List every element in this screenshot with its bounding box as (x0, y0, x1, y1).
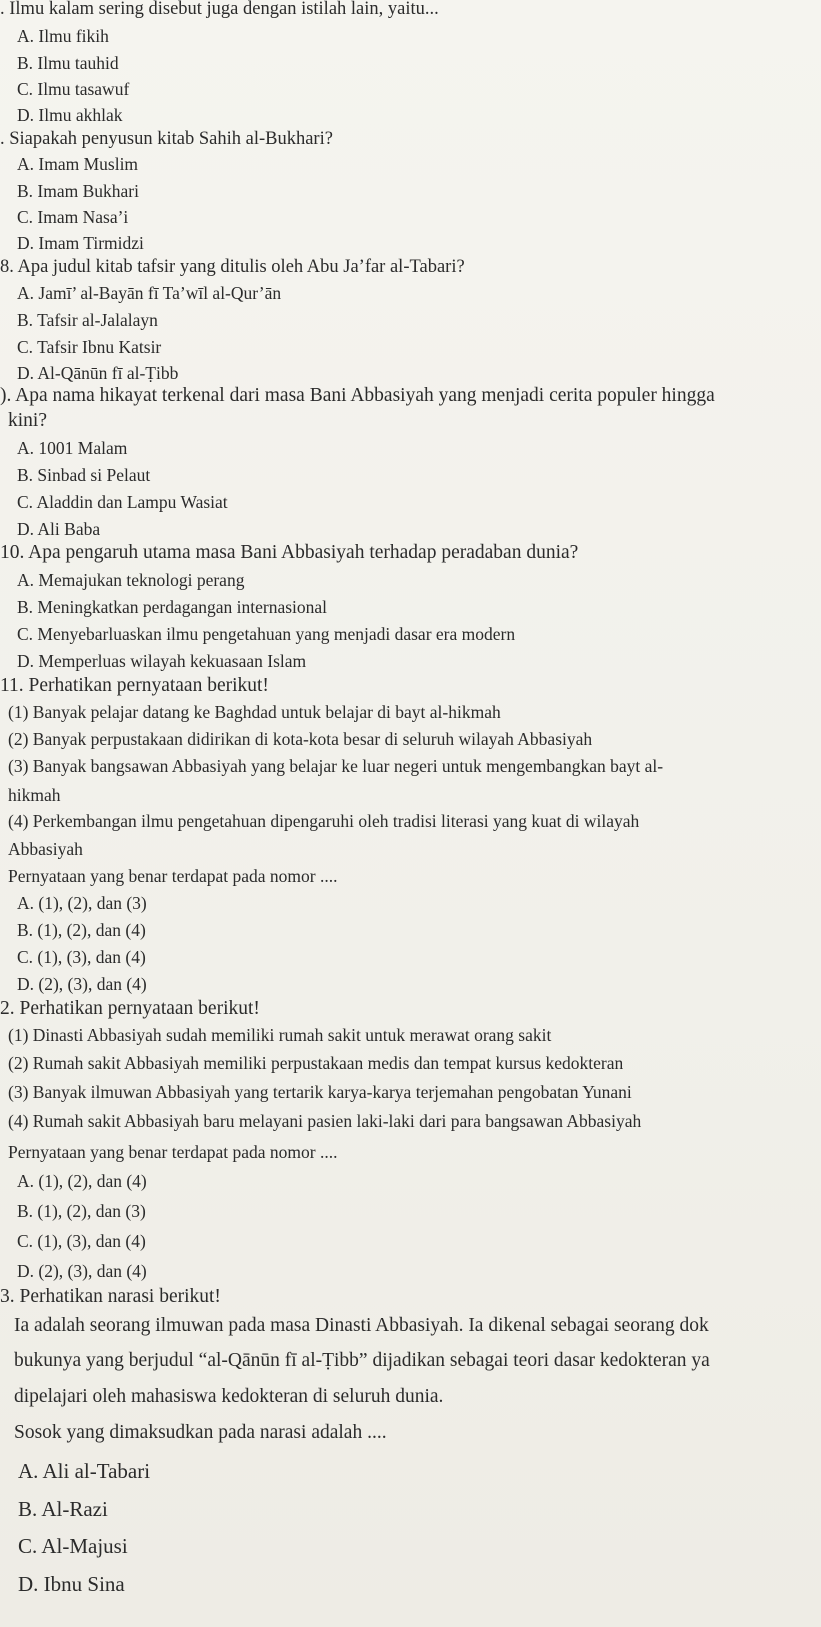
question-8-option-b: B. Tafsir al-Jalalayn (17, 310, 158, 330)
question-11-statement-3: (3) Banyak bangsawan Abbasiyah yang belajar ke luar negeri untuk mengembangkan bayt al- (8, 756, 664, 776)
question-12-statement-1: (1) Dinasti Abbasiyah sudah memiliki rumah sakit untuk merawat orang sakit (8, 1025, 552, 1045)
question-9-stem: ). Apa nama hikayat terkenal dari masa Bani Abbasiyah yang menjadi cerita populer hingga (0, 385, 715, 406)
question-7-option-c: C. Imam Nasa’i (17, 207, 129, 227)
question-9-option-a: A. 1001 Malam (17, 438, 128, 458)
question-12-option-d: D. (2), (3), dan (4) (17, 1261, 147, 1281)
question-11-option-d: D. (2), (3), dan (4) (17, 974, 147, 994)
question-12-option-b: B. (1), (2), dan (3) (17, 1201, 146, 1221)
question-10-option-d: D. Memperluas wilayah kekuasaan Islam (17, 651, 307, 671)
question-13-narrative-line-3: dipelajari oleh mahasiswa kedokteran di seluruh dunia. (14, 1386, 444, 1407)
question-9-option-b: B. Sinbad si Pelaut (17, 465, 151, 485)
question-8-stem: 8. Apa judul kitab tafsir yang ditulis oleh Abu Ja’far al-Tabari? (0, 257, 465, 277)
question-9-option-d: D. Ali Baba (17, 519, 101, 539)
question-8-option-a: A. Jamī’ al-Bayān fī Ta’wīl al-Qur’ān (17, 283, 282, 303)
question-11-statement-3-cont: hikmah (8, 785, 61, 805)
question-11-statement-1: (1) Banyak pelajar datang ke Baghdad untuk belajar di bayt al-hikmah (8, 702, 501, 722)
question-11-option-c: C. (1), (3), dan (4) (17, 947, 146, 967)
question-13-prompt: Sosok yang dimaksudkan pada narasi adalah .... (14, 1422, 387, 1443)
question-10-stem: 10. Apa pengaruh utama masa Bani Abbasiyah terhadap peradaban dunia? (0, 542, 579, 563)
question-11-option-b: B. (1), (2), dan (4) (17, 920, 146, 940)
question-7-option-b: B. Imam Bukhari (17, 181, 139, 201)
question-13-option-a: A. Ali al-Tabari (18, 1459, 151, 1483)
question-11-option-a: A. (1), (2), dan (3) (17, 893, 147, 913)
question-13-stem: 3. Perhatikan narasi berikut! (0, 1286, 221, 1307)
question-12-stem: 2. Perhatikan pernyataan berikut! (0, 998, 260, 1019)
question-10-option-c: C. Menyebarluaskan ilmu pengetahuan yang menjadi dasar era modern (17, 624, 516, 644)
question-7-option-d: D. Imam Tirmidzi (17, 233, 144, 253)
question-13-narrative-line-1: Ia adalah seorang ilmuwan pada masa Dinasti Abbasiyah. Ia dikenal sebagai seorang dok (14, 1315, 709, 1336)
question-8-option-c: C. Tafsir Ibnu Katsir (17, 337, 162, 357)
question-12-statement-2: (2) Rumah sakit Abbasiyah memiliki perpustakaan medis dan tempat kursus kedokteran (8, 1053, 624, 1073)
question-12-option-a: A. (1), (2), dan (4) (17, 1171, 147, 1191)
question-13-option-d: D. Ibnu Sina (18, 1572, 125, 1596)
question-11-statement-4: (4) Perkembangan ilmu pengetahuan dipengaruhi oleh tradisi literasi yang kuat di wilayah (8, 811, 640, 831)
question-13-option-b: B. Al-Razi (18, 1497, 108, 1521)
question-11-stem: 11. Perhatikan pernyataan berikut! (0, 675, 269, 696)
question-12-statement-3: (3) Banyak ilmuwan Abbasiyah yang tertarik karya-karya terjemahan pengobatan Yunani (8, 1082, 632, 1102)
question-8-option-d: D. Al-Qānūn fī al-Ṭibb (17, 363, 179, 383)
question-9-stem-cont: kini? (8, 410, 47, 431)
question-9-option-c: C. Aladdin dan Lampu Wasiat (17, 492, 228, 512)
question-13-option-c: C. Al-Majusi (18, 1534, 128, 1558)
question-12-statement-4: (4) Rumah sakit Abbasiyah baru melayani pasien laki-laki dari para bangsawan Abbasiyah (8, 1111, 642, 1131)
question-11-statement-2: (2) Banyak perpustakaan didirikan di kota-kota besar di seluruh wilayah Abbasiyah (8, 729, 593, 749)
question-11-statement-4-cont: Abbasiyah (8, 839, 83, 859)
question-11-prompt: Pernyataan yang benar terdapat pada nomor .... (8, 866, 338, 886)
question-7-stem: . Siapakah penyusun kitab Sahih al-Bukhari? (0, 129, 333, 149)
question-12-option-c: C. (1), (3), dan (4) (17, 1231, 146, 1251)
question-6-option-d: D. Ilmu akhlak (17, 105, 123, 125)
question-10-option-a: A. Memajukan teknologi perang (17, 570, 245, 590)
question-6-option-a: A. Ilmu fikih (17, 26, 109, 46)
question-12-prompt: Pernyataan yang benar terdapat pada nomor .... (8, 1142, 338, 1162)
question-6-option-c: C. Ilmu tasawuf (17, 79, 130, 99)
question-7-option-a: A. Imam Muslim (17, 154, 139, 174)
question-13-narrative-line-2: bukunya yang berjudul “al-Qānūn fī al-Ṭibb” dijadikan sebagai teori dasar kedokteran ya (14, 1350, 710, 1371)
question-6-option-b: B. Ilmu tauhid (17, 53, 119, 73)
question-6-stem: . Ilmu kalam sering disebut juga dengan istilah lain, yaitu... (0, 0, 439, 19)
question-10-option-b: B. Meningkatkan perdagangan internasional (17, 597, 328, 617)
